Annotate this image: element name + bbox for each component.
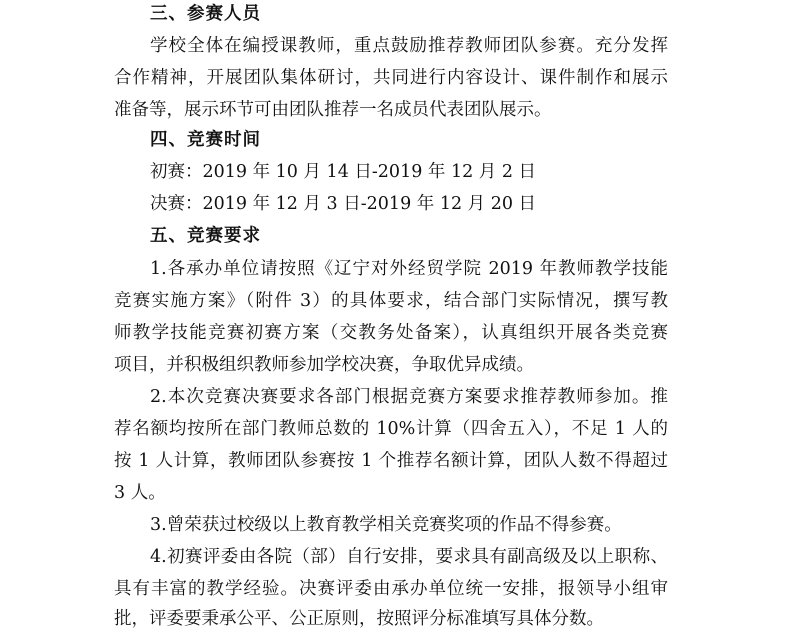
paragraph-line: 合作精神，开展团队集体研讨，共同进行内容设计、课件制作和展示	[114, 68, 668, 88]
preliminary-dates: 初赛：2019 年 10 月 14 日-2019 年 12 月 2 日	[150, 162, 537, 182]
requirement-4-line: 批，评委要秉承公平、公正原则，按照评分标准填写具体分数。	[114, 609, 604, 629]
requirement-2-line: 按 1 人计算，教师团队参赛按 1 个推荐名额计算，团队人数不得超过	[114, 451, 668, 471]
paragraph-line: 学校全体在编授课教师，重点鼓励推荐教师团队参赛。充分发挥	[150, 36, 668, 56]
requirement-1-line: 竞赛实施方案》（附件 3）的具体要求，结合部门实际情况，撰写教	[114, 291, 668, 311]
final-dates: 决赛：2019 年 12 月 3 日-2019 年 12 月 20 日	[150, 194, 537, 214]
requirement-2-line: 3 人。	[114, 483, 166, 503]
requirement-4-line: 具有丰富的教学经验。决赛评委由承办单位统一安排，报领导小组审	[114, 579, 668, 599]
section-heading-schedule: 四、竞赛时间	[150, 130, 261, 150]
paragraph-line: 准备等，展示环节可由团队推荐一名成员代表团队展示。	[114, 100, 552, 120]
section-heading-participants: 三、参赛人员	[150, 4, 261, 24]
requirement-2-line: 荐名额均按所在部门教师总数的 10%计算（四舍五入），不足 1 人的	[114, 419, 668, 439]
requirement-2-line: 2.本次竞赛决赛要求各部门根据竞赛方案要求推荐教师参加。推	[150, 387, 668, 407]
requirement-4-line: 4.初赛评委由各院（部）自行安排，要求具有副高级及以上职称、	[150, 547, 668, 567]
requirement-1-line: 项目，并积极组织教师参加学校决赛，争取优异成绩。	[114, 355, 534, 375]
requirement-3-line: 3.曾荣获过校级以上教育教学相关竞赛奖项的作品不得参赛。	[150, 515, 622, 535]
requirement-1-line: 1.各承办单位请按照《辽宁对外经贸学院 2019 年教师教学技能	[150, 259, 668, 279]
section-heading-requirements: 五、竞赛要求	[150, 226, 261, 246]
requirement-1-line: 师教学技能竞赛初赛方案（交教务处备案），认真组织开展各类竞赛	[114, 323, 668, 343]
